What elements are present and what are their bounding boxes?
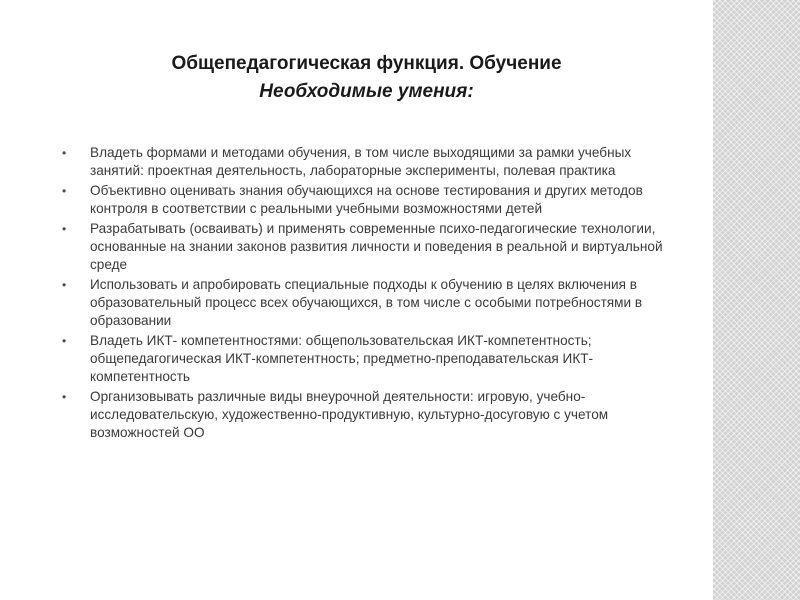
- bullet-text: Объективно оценивать знания обучающихся на основе тестирования и других методов контроля в соответствии с реальными учебными возможностями детей: [90, 183, 643, 216]
- list-item: [62, 388, 677, 442]
- list-item: [62, 144, 677, 180]
- bullet-icon: •: [62, 222, 67, 236]
- bullet-icon: •: [62, 390, 67, 404]
- list-item: [62, 276, 677, 330]
- bullet-text: Владеть формами и методами обучения, в том числе выходящими за рамки учебных занятий: проектная деятельность, лабораторные эксперименты, полевая практика: [90, 145, 632, 178]
- bullet-text: Организовывать различные виды внеурочной деятельности: игровую, учебно-исследовательскую, художественно-продуктивную, культурно-досуговую с учетом возможностей ОО: [90, 389, 609, 440]
- list-item: [62, 182, 677, 218]
- bullet-icon: •: [62, 334, 67, 348]
- bullet-text: Использовать и апробировать специальные подходы к обучению в целях включения в образовательный процесс всех обучающихся, в том числе с особыми потребностями в образовании: [90, 277, 643, 328]
- decorative-side-band: [713, 0, 800, 600]
- bullet-icon: •: [62, 184, 67, 198]
- bullet-text: Разрабатывать (осваивать) и применять современные психо-педагогические технологии, основанные на знании законов развития личности и поведения в реальной и виртуальной среде: [90, 221, 663, 272]
- bullet-list: [62, 144, 677, 444]
- list-item: [62, 220, 677, 274]
- slide-subtitle: Необходимые умения:: [259, 81, 474, 102]
- bullet-icon: •: [62, 278, 67, 292]
- slide-title: [60, 50, 673, 106]
- bullet-text: Владеть ИКТ- компетентностями: общепользовательская ИКТ-компетентность; общепедагогическая ИКТ-компетентность; предметно-преподавательская ИКТ-компетентность: [90, 333, 594, 384]
- bullet-icon: •: [62, 146, 67, 160]
- title-text: Общепедагогическая функция. Обучение: [171, 53, 562, 74]
- list-item: [62, 332, 677, 386]
